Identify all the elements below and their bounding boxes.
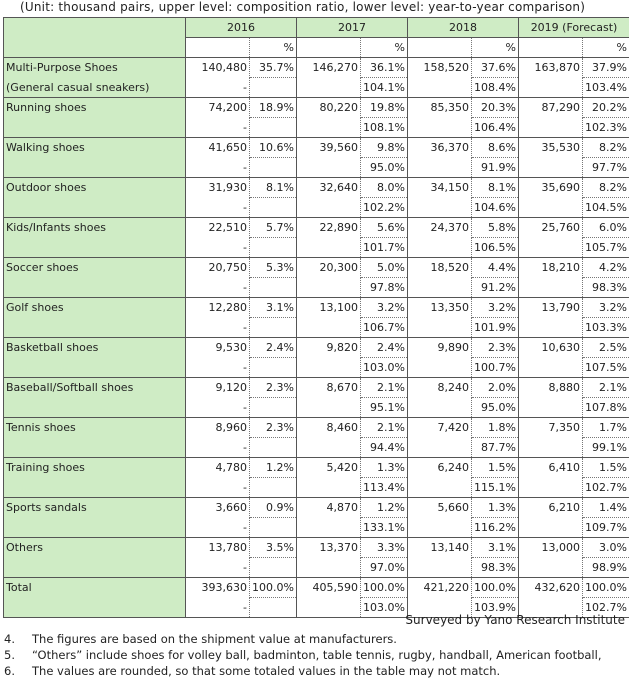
table-row [4, 98, 629, 118]
blank-cell [250, 398, 297, 418]
blank-cell [408, 518, 472, 538]
blank-cell [250, 518, 297, 538]
quantity-cell: 9,530 [186, 338, 250, 358]
yoy-cell: 103.0% [361, 358, 408, 378]
share-cell: 6.0% [583, 218, 629, 238]
share-cell: 5.7% [250, 218, 297, 238]
quantity-cell: 405,590 [297, 578, 361, 598]
share-cell: 1.7% [583, 418, 629, 438]
share-cell: 35.7% [250, 58, 297, 78]
yoy-cell: 91.9% [472, 158, 519, 178]
quantity-cell: 9,820 [297, 338, 361, 358]
table-row [4, 458, 629, 478]
share-cell: 4.4% [472, 258, 519, 278]
yoy-cell: - [186, 358, 250, 378]
share-cell: 5.8% [472, 218, 519, 238]
quantity-cell: 8,670 [297, 378, 361, 398]
table-row [4, 138, 629, 158]
share-cell: 2.4% [250, 338, 297, 358]
category-label: Basketball shoes [4, 338, 186, 378]
quantity-cell: 13,000 [519, 538, 583, 558]
share-cell: 2.3% [250, 378, 297, 398]
yoy-cell: - [186, 558, 250, 578]
yoy-cell: 98.3% [472, 558, 519, 578]
yoy-cell: 101.7% [361, 238, 408, 258]
quantity-cell: 7,350 [519, 418, 583, 438]
category-label: Others [4, 538, 186, 578]
yoy-cell: 103.3% [583, 318, 629, 338]
note-text: The values are rounded, so that some totaled values in the table may not match. [32, 664, 501, 678]
share-cell: 37.6% [472, 58, 519, 78]
quantity-cell: 163,870 [519, 58, 583, 78]
quantity-cell: 8,460 [297, 418, 361, 438]
quantity-cell: 9,890 [408, 338, 472, 358]
yoy-cell: 108.4% [472, 78, 519, 98]
blank-cell [519, 278, 583, 298]
quantity-cell: 22,890 [297, 218, 361, 238]
pct-header: % [250, 38, 297, 58]
blank-cell [250, 198, 297, 218]
yoy-cell: 107.5% [583, 358, 629, 378]
category-label: Golf shoes [4, 298, 186, 338]
blank-cell [519, 118, 583, 138]
blank-cell [408, 558, 472, 578]
yoy-cell: - [186, 438, 250, 458]
yoy-cell: 103.4% [583, 78, 629, 98]
blank-cell [408, 318, 472, 338]
yoy-cell: 104.6% [472, 198, 519, 218]
quantity-cell: 13,370 [297, 538, 361, 558]
yoy-cell: 116.2% [472, 518, 519, 538]
share-cell: 5.3% [250, 258, 297, 278]
yoy-cell: 98.9% [583, 558, 629, 578]
share-cell: 8.1% [472, 178, 519, 198]
share-cell: 100.0% [361, 578, 408, 598]
share-cell: 8.2% [583, 138, 629, 158]
yoy-cell: 103.0% [361, 598, 408, 618]
quantity-cell: 24,370 [408, 218, 472, 238]
blank-cell [408, 358, 472, 378]
yoy-cell: 102.3% [583, 118, 629, 138]
blank-cell [297, 238, 361, 258]
blank-cell [250, 358, 297, 378]
note-number: 6. [4, 664, 15, 678]
blank-cell [519, 518, 583, 538]
quantity-cell: 9,120 [186, 378, 250, 398]
blank-cell [250, 438, 297, 458]
quantity-cell: 158,520 [408, 58, 472, 78]
quantity-cell: 80,220 [297, 98, 361, 118]
yoy-cell: 101.9% [472, 318, 519, 338]
year-header: 2019 (Forecast) [519, 18, 629, 38]
yoy-cell: 106.7% [361, 318, 408, 338]
blank-cell [297, 118, 361, 138]
share-cell: 3.2% [472, 298, 519, 318]
quantity-cell: 12,280 [186, 298, 250, 318]
blank-cell [408, 478, 472, 498]
yoy-cell: 102.7% [583, 598, 629, 618]
blank-cell [297, 438, 361, 458]
yoy-cell: 133.1% [361, 518, 408, 538]
quantity-cell: 18,520 [408, 258, 472, 278]
share-cell: 3.2% [583, 298, 629, 318]
table-row [4, 78, 629, 98]
quantity-cell: 39,560 [297, 138, 361, 158]
quantity-cell: 10,630 [519, 338, 583, 358]
yoy-cell: 99.1% [583, 438, 629, 458]
year-header: 2018 [408, 18, 519, 38]
yoy-cell: 113.4% [361, 478, 408, 498]
note-text: The figures are based on the shipment value at manufacturers. [32, 632, 397, 646]
blank-cell [297, 558, 361, 578]
yoy-cell: 95.0% [361, 158, 408, 178]
quantity-cell: 20,300 [297, 258, 361, 278]
yoy-cell: 104.1% [361, 78, 408, 98]
year-header-row [4, 18, 629, 38]
yoy-cell: 103.9% [472, 598, 519, 618]
quantity-cell: 421,220 [408, 578, 472, 598]
blank-cell [250, 278, 297, 298]
yoy-cell: - [186, 398, 250, 418]
category-label: Walking shoes [4, 138, 186, 178]
share-cell: 1.3% [472, 498, 519, 518]
yoy-cell: 105.7% [583, 238, 629, 258]
yoy-cell: 106.5% [472, 238, 519, 258]
quantity-cell: 393,630 [186, 578, 250, 598]
share-cell: 3.2% [361, 298, 408, 318]
share-cell: 9.8% [361, 138, 408, 158]
blank-cell [250, 318, 297, 338]
blank-cell [297, 598, 361, 618]
quantity-cell: 32,640 [297, 178, 361, 198]
blank-cell [519, 558, 583, 578]
blank-cell [408, 438, 472, 458]
blank-cell [297, 158, 361, 178]
quantity-cell: 432,620 [519, 578, 583, 598]
quantity-cell: 36,370 [408, 138, 472, 158]
share-cell: 19.8% [361, 98, 408, 118]
quantity-cell: 8,960 [186, 418, 250, 438]
quantity-cell: 5,660 [408, 498, 472, 518]
blank-cell [519, 78, 583, 98]
note-line [4, 632, 397, 646]
share-cell: 2.3% [250, 418, 297, 438]
share-cell: 1.8% [472, 418, 519, 438]
quantity-cell: 13,100 [297, 298, 361, 318]
share-cell: 36.1% [361, 58, 408, 78]
blank-cell [250, 478, 297, 498]
yoy-cell: 104.5% [583, 198, 629, 218]
yoy-cell: 95.1% [361, 398, 408, 418]
yoy-cell: - [186, 318, 250, 338]
share-cell: 20.3% [472, 98, 519, 118]
yoy-cell: 91.2% [472, 278, 519, 298]
blank-cell [519, 318, 583, 338]
yoy-cell: 115.1% [472, 478, 519, 498]
blank-cell [297, 78, 361, 98]
share-cell: 8.6% [472, 138, 519, 158]
quantity-cell: 6,410 [519, 458, 583, 478]
share-cell: 4.2% [583, 258, 629, 278]
share-cell: 5.0% [361, 258, 408, 278]
quantity-cell: 7,420 [408, 418, 472, 438]
share-cell: 37.9% [583, 58, 629, 78]
quantity-cell: 3,660 [186, 498, 250, 518]
note-line [4, 664, 500, 678]
share-cell: 8.0% [361, 178, 408, 198]
corner-cell [4, 18, 186, 58]
quantity-cell: 20,750 [186, 258, 250, 278]
category-label: Running shoes [4, 98, 186, 138]
quantity-cell: 74,200 [186, 98, 250, 118]
pct-header: % [472, 38, 519, 58]
yoy-cell: 98.3% [583, 278, 629, 298]
year-header: 2016 [186, 18, 297, 38]
blank-cell [250, 558, 297, 578]
share-cell: 18.9% [250, 98, 297, 118]
blank-cell [408, 398, 472, 418]
quantity-cell: 31,930 [186, 178, 250, 198]
share-cell: 2.0% [472, 378, 519, 398]
category-label: Sports sandals [4, 498, 186, 538]
share-cell: 2.1% [361, 378, 408, 398]
quantity-cell: 4,780 [186, 458, 250, 478]
yoy-cell: 102.2% [361, 198, 408, 218]
quantity-cell: 8,240 [408, 378, 472, 398]
table-row [4, 218, 629, 238]
share-cell: 20.2% [583, 98, 629, 118]
share-cell: 2.3% [472, 338, 519, 358]
share-cell: 10.6% [250, 138, 297, 158]
yoy-cell: - [186, 118, 250, 138]
yoy-cell: - [186, 598, 250, 618]
share-cell: 1.5% [472, 458, 519, 478]
quantity-cell: 41,650 [186, 138, 250, 158]
blank-cell [519, 198, 583, 218]
blank-cell [408, 158, 472, 178]
share-cell: 3.3% [361, 538, 408, 558]
yoy-cell: - [186, 518, 250, 538]
yoy-cell: 94.4% [361, 438, 408, 458]
category-label: Multi-Purpose Shoes [4, 58, 186, 78]
share-cell: 100.0% [472, 578, 519, 598]
blank-cell [408, 238, 472, 258]
yoy-cell: 100.7% [472, 358, 519, 378]
blank-cell [408, 278, 472, 298]
note-number: 4. [4, 632, 15, 646]
yoy-cell: 97.0% [361, 558, 408, 578]
table-row [4, 58, 629, 78]
quantity-cell: 35,530 [519, 138, 583, 158]
share-cell: 8.1% [250, 178, 297, 198]
table-row [4, 498, 629, 518]
quantity-cell: 4,870 [297, 498, 361, 518]
blank-cell [519, 438, 583, 458]
quantity-cell: 13,140 [408, 538, 472, 558]
quantity-cell: 13,780 [186, 538, 250, 558]
blank-cell [250, 118, 297, 138]
yoy-cell: - [186, 238, 250, 258]
note-text: “Others” include shoes for volley ball, badminton, table tennis, rugby, handball, American football, [32, 648, 602, 662]
share-cell: 5.6% [361, 218, 408, 238]
blank-cell [250, 158, 297, 178]
blank-cell [297, 398, 361, 418]
share-cell: 3.1% [472, 538, 519, 558]
share-cell: 3.5% [250, 538, 297, 558]
blank-cell [297, 358, 361, 378]
yoy-cell: - [186, 78, 250, 98]
quantity-cell: 140,480 [186, 58, 250, 78]
share-cell: 3.0% [583, 538, 629, 558]
quantity-cell: 25,760 [519, 218, 583, 238]
blank-cell [519, 478, 583, 498]
yoy-cell: - [186, 198, 250, 218]
quantity-cell: 146,270 [297, 58, 361, 78]
blank-cell [297, 518, 361, 538]
yoy-cell: 107.8% [583, 398, 629, 418]
yoy-cell: 108.1% [361, 118, 408, 138]
share-cell: 1.3% [361, 458, 408, 478]
quantity-cell: 6,210 [519, 498, 583, 518]
table-row [4, 298, 629, 318]
note-line [4, 648, 601, 662]
yoy-cell: 106.4% [472, 118, 519, 138]
blank-cell [519, 238, 583, 258]
table-row [4, 418, 629, 438]
blank-cell [408, 118, 472, 138]
blank-cell [519, 158, 583, 178]
quantity-cell: 5,420 [297, 458, 361, 478]
quantity-cell: 87,290 [519, 98, 583, 118]
blank-cell [519, 358, 583, 378]
survey-source: Surveyed by Yano Research Institute [405, 613, 625, 627]
table-row [4, 178, 629, 198]
share-cell: 2.1% [583, 378, 629, 398]
year-header: 2017 [297, 18, 408, 38]
quantity-cell: 22,510 [186, 218, 250, 238]
share-cell: 2.1% [361, 418, 408, 438]
blank-cell [250, 238, 297, 258]
table-row [4, 538, 629, 558]
share-cell: 1.2% [250, 458, 297, 478]
share-cell: 1.4% [583, 498, 629, 518]
quantity-cell: 34,150 [408, 178, 472, 198]
blank-cell [297, 198, 361, 218]
category-label: Training shoes [4, 458, 186, 498]
table-row [4, 258, 629, 278]
unit-note: (Unit: thousand pairs, upper level: composition ratio, lower level: year-to-year comparison) [20, 0, 586, 14]
table-row [4, 338, 629, 358]
blank-cell [250, 78, 297, 98]
share-cell: 2.5% [583, 338, 629, 358]
yoy-cell: - [186, 478, 250, 498]
yoy-cell: 102.7% [583, 478, 629, 498]
share-cell: 0.9% [250, 498, 297, 518]
yoy-cell: 87.7% [472, 438, 519, 458]
blank-cell [408, 198, 472, 218]
shipment-table [3, 17, 629, 618]
quantity-cell: 8,880 [519, 378, 583, 398]
pct-header: % [583, 38, 629, 58]
category-label: Soccer shoes [4, 258, 186, 298]
share-cell: 2.4% [361, 338, 408, 358]
table-row [4, 378, 629, 398]
blank-cell [519, 398, 583, 418]
yoy-cell: 95.0% [472, 398, 519, 418]
blank-cell [250, 598, 297, 618]
quantity-cell: 85,350 [408, 98, 472, 118]
category-label: Baseball/Softball shoes [4, 378, 186, 418]
share-cell: 3.1% [250, 298, 297, 318]
category-label: Outdoor shoes [4, 178, 186, 218]
share-cell: 100.0% [250, 578, 297, 598]
quantity-cell: 6,240 [408, 458, 472, 478]
blank-cell [297, 318, 361, 338]
blank-cell [297, 278, 361, 298]
yoy-cell: - [186, 158, 250, 178]
quantity-cell: 13,790 [519, 298, 583, 318]
share-cell: 1.2% [361, 498, 408, 518]
pct-header: % [361, 38, 408, 58]
share-cell: 100.0% [583, 578, 629, 598]
blank-cell [408, 78, 472, 98]
note-number: 5. [4, 648, 15, 662]
category-label: Total [4, 578, 186, 618]
yoy-cell: 109.7% [583, 518, 629, 538]
blank-cell [297, 478, 361, 498]
yoy-cell: 97.8% [361, 278, 408, 298]
category-sublabel: (General casual sneakers) [4, 78, 186, 98]
category-label: Tennis shoes [4, 418, 186, 458]
share-cell: 8.2% [583, 178, 629, 198]
category-label: Kids/Infants shoes [4, 218, 186, 258]
yoy-cell: 97.7% [583, 158, 629, 178]
table-row [4, 578, 629, 598]
yoy-cell: - [186, 278, 250, 298]
quantity-cell: 13,350 [408, 298, 472, 318]
share-cell: 1.5% [583, 458, 629, 478]
quantity-cell: 18,210 [519, 258, 583, 278]
quantity-cell: 35,690 [519, 178, 583, 198]
